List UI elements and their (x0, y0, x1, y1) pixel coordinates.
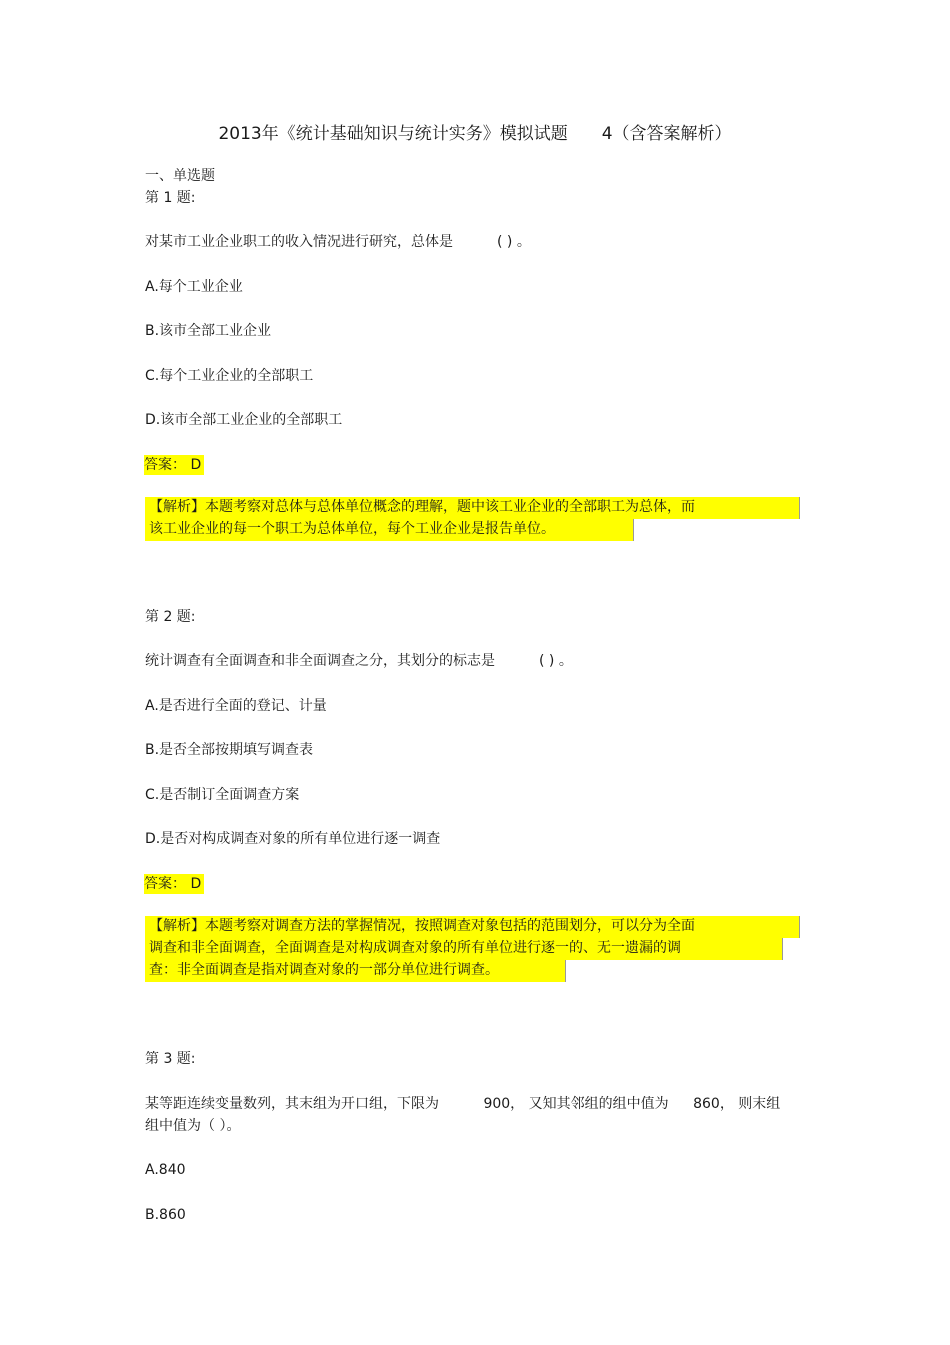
q1-stem (145, 232, 531, 252)
q1-stem-paren: ( ) 。 (497, 234, 531, 250)
q3-label: 第 3 题: (145, 1051, 196, 1067)
q2-stem-paren: ( ) 。 (539, 653, 573, 669)
q3-option-a: A.840 (145, 1162, 186, 1178)
q2-analysis-line-2: 调查和非全面调查，全面调查是对构成调查对象的所有单位进行逐一的、无一遗漏的调 (145, 938, 783, 960)
q3-stem-part-1: 某等距连续变量数列，其末组为开口组，下限为 (145, 1096, 439, 1112)
q2-option-d: D.是否对构成调查对象的所有单位进行逐一调查 (145, 831, 441, 847)
q3-value-lower-limit: 900， (483, 1096, 525, 1112)
q3-option-b: B.860 (145, 1207, 186, 1223)
q3-stem-part-3: 则末组 (738, 1096, 781, 1112)
title-suffix: 4（含答案解析） (601, 124, 732, 144)
q3-stem-line-2: 组中值为（ ）。 (145, 1118, 241, 1134)
q2-stem-text: 统计调查有全面调查和非全面调查之分，其划分的标志是 (145, 653, 495, 669)
q2-answer: 答案： D (144, 874, 204, 894)
q2-stem (145, 651, 573, 671)
q1-option-a: A.每个工业企业 (145, 279, 243, 295)
title-main: 2013年《统计基础知识与统计实务》模拟试题 (218, 124, 568, 144)
q3-stem-part-2: 又知其邻组的组中值为 (528, 1096, 669, 1112)
document-title (0, 119, 950, 144)
q1-stem-text: 对某市工业企业职工的收入情况进行研究，总体是 (145, 234, 453, 250)
q3-stem (145, 1094, 780, 1114)
q2-analysis-line-1: 【解析】本题考察对调查方法的掌握情况，按照调查对象包括的范围划分，可以分为全面 (145, 916, 800, 938)
q1-label: 第 1 题: (145, 190, 196, 206)
q1-option-b: B.该市全部工业企业 (145, 323, 272, 339)
q1-option-d: D.该市全部工业企业的全部职工 (145, 412, 343, 428)
section-heading: 一、单选题 (145, 168, 215, 184)
q1-option-c: C.每个工业企业的全部职工 (145, 368, 314, 384)
q2-analysis (145, 916, 800, 982)
q1-answer: 答案： D (144, 455, 204, 475)
q2-option-a: A.是否进行全面的登记、计量 (145, 698, 327, 714)
q2-label: 第 2 题: (145, 609, 196, 625)
q1-analysis-line-2: 该工业企业的每一个职工为总体单位，每个工业企业是报告单位。 (145, 519, 634, 541)
q2-option-b: B.是否全部按期填写调查表 (145, 742, 314, 758)
q3-value-neighbor-mid: 860， (693, 1096, 734, 1112)
q1-analysis-line-1: 【解析】本题考察对总体与总体单位概念的理解，题中该工业企业的全部职工为总体，而 (145, 497, 800, 519)
q2-analysis-line-3: 查：非全面调查是指对调查对象的一部分单位进行调查。 (145, 960, 566, 982)
q1-analysis (145, 497, 800, 541)
q2-option-c: C.是否制订全面调查方案 (145, 787, 300, 803)
